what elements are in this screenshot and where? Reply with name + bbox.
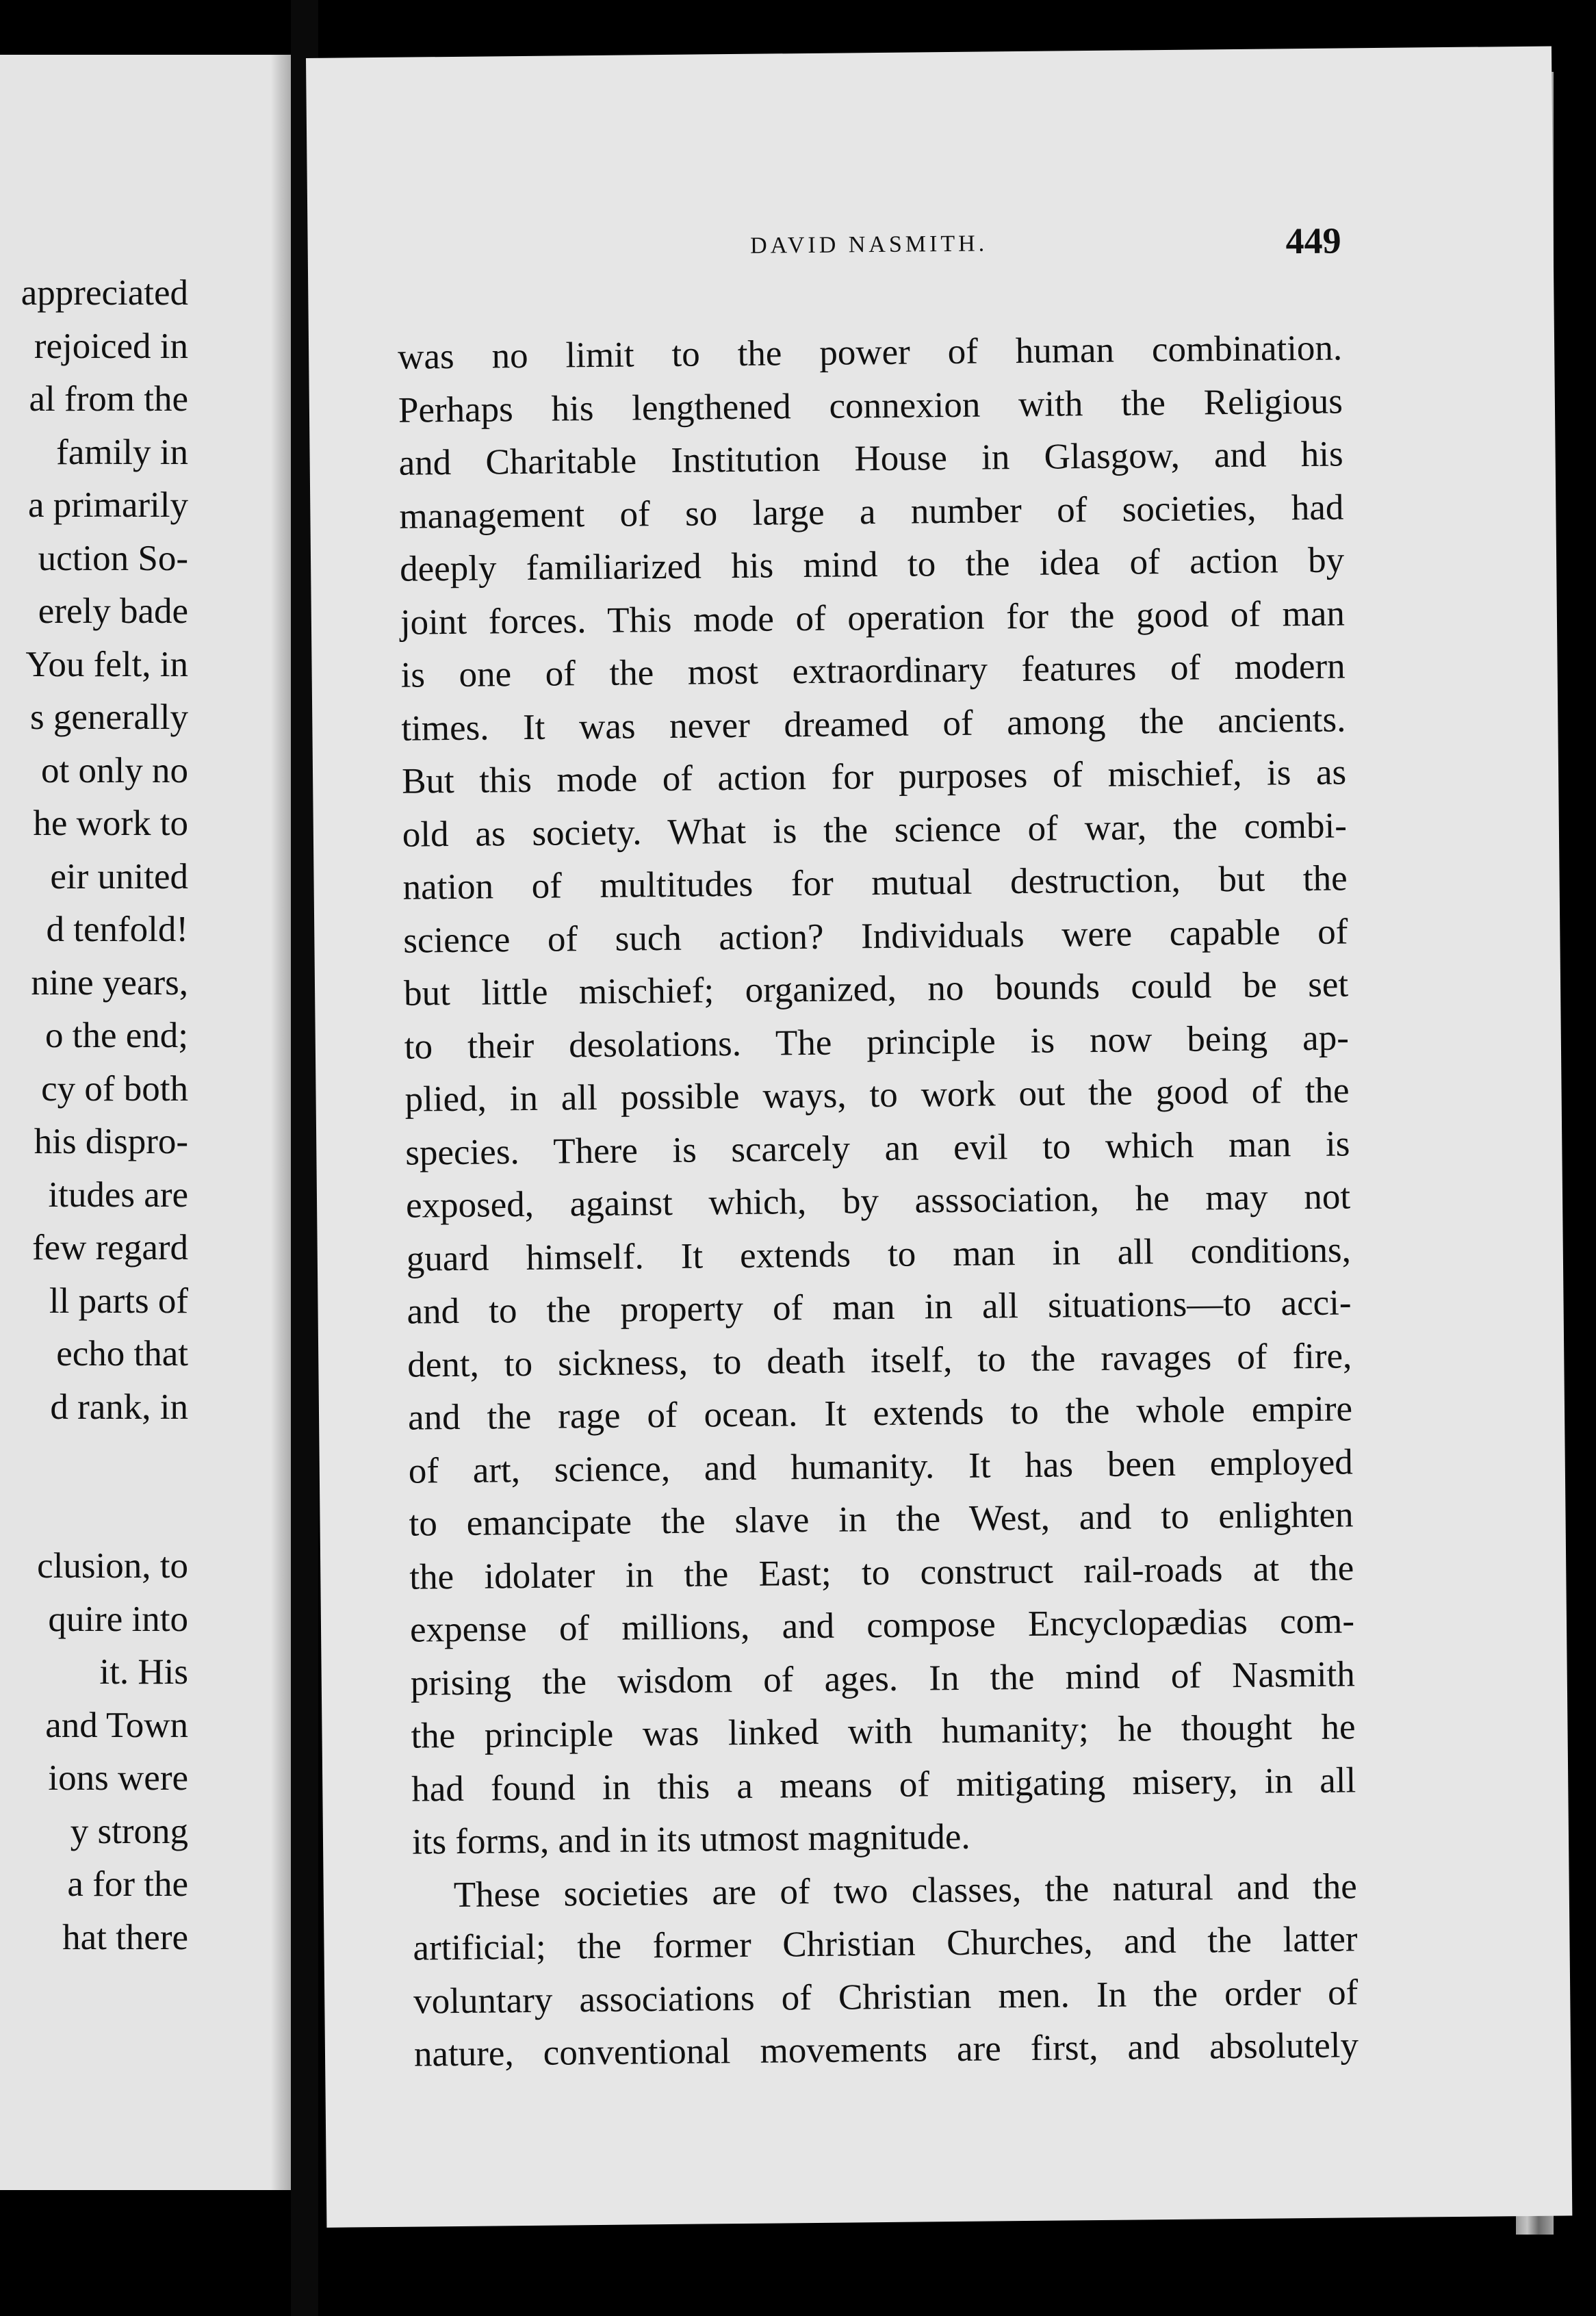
left-page-line: d rank, in xyxy=(50,1387,188,1427)
left-page-line: hat there xyxy=(62,1917,188,1957)
left-page xyxy=(0,55,291,2190)
left-page-line: erely bade xyxy=(38,591,188,631)
body-text-line: of art, science, and humanity. It has been employed xyxy=(408,1441,1354,1491)
body-text-line: old as society. What is the science of war, the combi- xyxy=(402,805,1348,855)
body-text-line: prising the wisdom of ages. In the mind of Nasmith xyxy=(410,1654,1356,1703)
left-page-line: You felt, in xyxy=(25,644,188,684)
left-page-line: o the end; xyxy=(45,1016,188,1055)
left-page-line: y strong xyxy=(70,1811,188,1851)
left-page-line: al from the xyxy=(29,379,188,419)
left-page-line: ll parts of xyxy=(49,1281,188,1321)
body-text-line: nature, conventional movements are first, and absolutely xyxy=(413,2025,1359,2074)
body-text-line: had found in this a means of mitigating misery, in all xyxy=(411,1760,1356,1810)
left-page-line: eir united xyxy=(50,856,188,897)
left-page-line: cy of both xyxy=(41,1068,188,1109)
left-page-line: few regard xyxy=(31,1228,188,1268)
body-text-line: voluntary associations of Christian men. In the order of xyxy=(413,1972,1359,2022)
left-page-line: rejoiced in xyxy=(34,326,188,366)
body-text-line: the idolater in the East; to construct rail-roads at the xyxy=(409,1547,1354,1597)
left-page-line: nine years, xyxy=(31,962,188,1003)
body-text-line: But this mode of action for purposes of mischief, is as xyxy=(401,752,1347,801)
running-head-title: DAVID NASMITH. xyxy=(749,231,988,259)
body-text-line: its forms, and in its utmost magnitude. xyxy=(411,1816,970,1862)
right-page-text-block xyxy=(395,49,1359,2074)
left-page-line: ot only no xyxy=(41,750,188,790)
left-page-line: family in xyxy=(56,432,188,472)
body-text-line: is one of the most extraordinary features of modern xyxy=(400,646,1346,695)
body-text-line: was no limit to the power of human combination. xyxy=(397,328,1343,377)
left-page-line: uction So- xyxy=(38,538,188,578)
body-text-line: science of such action? Individuals were capable of xyxy=(403,911,1348,961)
left-page-line: ions were xyxy=(48,1758,188,1798)
body-text-line: dent, to sickness, to death itself, to the ravages of fire, xyxy=(407,1335,1352,1385)
body-text-line: Perhaps his lengthened connexion with the Religious xyxy=(398,381,1343,430)
left-page-line xyxy=(0,1434,188,1487)
left-page-line: appreciated xyxy=(21,273,188,313)
running-head xyxy=(396,219,1341,276)
body-text-line: to their desolations. The principle is now being ap- xyxy=(404,1017,1350,1067)
left-page-line: it. His xyxy=(99,1652,188,1692)
body-text-line: and Charitable Institution House in Glasgow, and his xyxy=(398,434,1343,483)
left-page-text xyxy=(0,267,188,1964)
body-text-line: times. It was never dreamed of among the ancients. xyxy=(401,699,1346,749)
left-page-line: quire into xyxy=(48,1599,188,1639)
body-text-line: but little mischief; organized, no bounds could be set xyxy=(403,964,1349,1014)
body-text-line: the principle was linked with humanity; he thought he xyxy=(411,1707,1356,1756)
body-text-line: These societies are of two classes, the natural and the xyxy=(453,1866,1357,1915)
left-page-line: a for the xyxy=(67,1864,188,1904)
body-text-line: species. There is scarcely an evil to which man is xyxy=(405,1123,1350,1173)
body-text-line: joint forces. This mode of operation for the good of man xyxy=(400,593,1346,643)
body-text-line: guard himself. It extends to man in all conditions, xyxy=(406,1229,1352,1279)
left-page-line: d tenfold! xyxy=(46,910,188,949)
left-page-line: itudes are xyxy=(48,1174,188,1215)
left-page-line xyxy=(0,1487,188,1541)
body-text-line: to emancipate the slave in the West, and to enlighten xyxy=(409,1495,1354,1544)
left-page-line: a primarily xyxy=(28,485,188,525)
body-text-line: deeply familiarized his mind to the idea of action by xyxy=(399,540,1345,589)
right-page xyxy=(306,47,1572,2228)
body-text-line: nation of multitudes for mutual destruction, but the xyxy=(402,858,1348,908)
left-page-line: his dispro- xyxy=(34,1122,188,1161)
body-text-line: expense of millions, and compose Encyclopædias com- xyxy=(409,1601,1355,1650)
page-number: 449 xyxy=(1285,220,1341,262)
body-text-line: management of so large a number of societies, had xyxy=(399,487,1344,537)
body-text-line: artificial; the former Christian Churches, and the latter xyxy=(413,1919,1358,1968)
left-page-line: he work to xyxy=(33,803,188,843)
body-text xyxy=(398,322,1359,2081)
left-page-line: and Town xyxy=(45,1705,188,1745)
body-text-line: and the rage of ocean. It extends to the whole empire xyxy=(407,1389,1353,1438)
left-page-line: clusion, to xyxy=(37,1546,188,1586)
body-text-line: plied, in all possible ways, to work out the good of the xyxy=(404,1070,1350,1120)
left-page-binding-shadow xyxy=(270,55,291,2190)
left-page-line: echo that xyxy=(56,1334,188,1374)
body-text-line: and to the property of man in all situations—to acci- xyxy=(407,1283,1352,1332)
left-page-line: s generally xyxy=(29,697,188,737)
body-text-line: exposed, against which, by asssociation, he may not xyxy=(405,1176,1351,1226)
